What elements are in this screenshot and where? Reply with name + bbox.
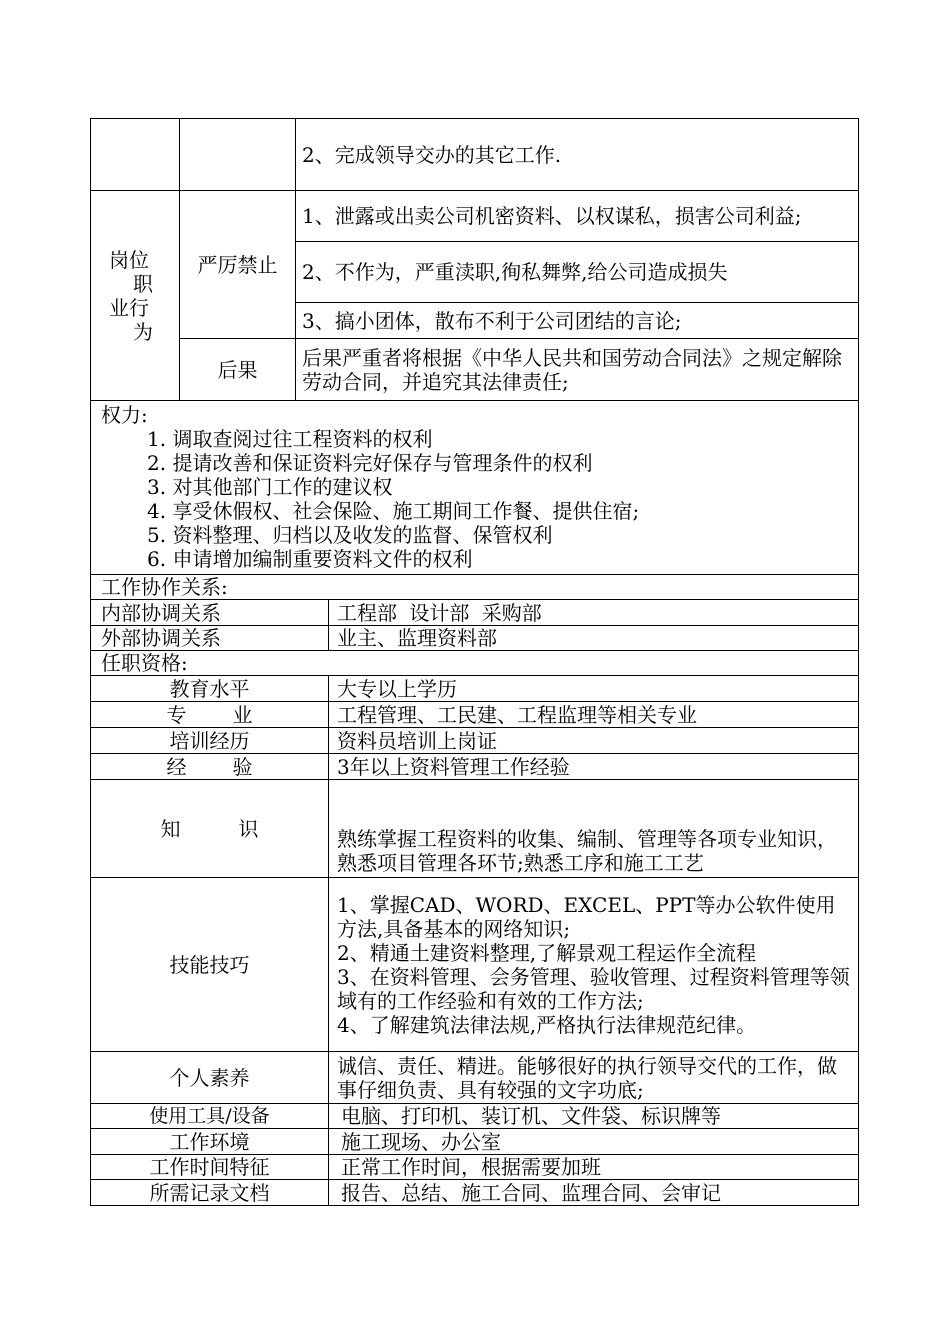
personal-quality-label: 个人素养 [91,1052,329,1104]
prohibited-item: 3、搞小团体，散布不利于公司团结的言论; [296,303,859,339]
table-row [91,600,859,626]
table-row [91,339,859,401]
job-behavior-table [90,118,859,401]
prohibited-item: 2、不作为，严重渎职,徇私舞弊,给公司造成损失 [296,242,859,303]
table-row [91,1052,859,1104]
external-coordination-label: 外部协调关系 [91,626,329,651]
training-value: 资料员培训上岗证 [329,728,859,754]
list-item: 1. 调取查阅过往工程资料的权利 [147,427,433,451]
job-behavior-group-label [91,191,180,401]
table-row [91,575,859,600]
records-label: 所需记录文档 [91,1180,329,1206]
table-row [91,878,859,1052]
list-item: 5. 资料整理、归档以及收发的监督、保管权利 [147,523,553,547]
knowledge-label-part: 知 [160,816,181,841]
personal-quality-value: 诚信、责任、精进。能够很好的执行领导交代的工作，做事仔细负责、具有较强的文字功底; [329,1052,859,1104]
list-item: 3. 对其他部门工作的建议权 [147,475,393,499]
authority-list [99,427,850,571]
list-item: 4. 享受休假权、社会保险、施工期间工作餐、提供住宿; [147,499,640,523]
table-row [91,1155,859,1180]
list-item: 6. 申请增加编制重要资料文件的权利 [147,547,473,571]
empty-cell [91,119,180,191]
major-label-part: 专 [166,702,187,727]
group-label-line: 为 [133,319,153,344]
qualification-heading: 任职资格: [91,651,859,676]
group-label-line: 岗位 [109,247,149,272]
group-label-line: 业行 [109,295,149,320]
education-value: 大专以上学历 [329,676,859,702]
knowledge-label [91,780,329,878]
job-description-document [90,118,858,1206]
skills-label: 技能技巧 [91,878,329,1052]
job-requirements-table [90,400,859,1206]
consequence-label: 后果 [180,339,296,401]
table-row [91,191,859,242]
knowledge-label-part: 识 [238,816,259,841]
records-value: 报告、总结、施工合同、监理合同、会审记 [329,1180,859,1206]
external-coordination-value: 业主、监理资料部 [329,626,859,651]
skills-line: 4、了解建筑法律法规,严格执行法律规范纪律。 [337,1012,757,1037]
major-label-part: 业 [232,702,253,727]
list-item: 2. 提请改善和保证资料完好保存与管理条件的权利 [147,451,593,475]
table-row [91,702,859,728]
table-row [91,1180,859,1206]
experience-label-part: 验 [232,754,253,779]
tools-value: 电脑、打印机、装订机、文件袋、标识牌等 [329,1104,859,1129]
prohibited-item: 1、泄露或出卖公司机密资料、以权谋私，损害公司利益; [296,191,859,242]
table-row [91,1129,859,1155]
table-row [91,119,859,191]
knowledge-value: 熟练掌握工程资料的收集、编制、管理等各项专业知识，熟悉项目管理各环节;熟悉工序和施工工艺 [329,780,859,878]
experience-label [91,754,329,780]
table-row [91,651,859,676]
skills-line: 3、在资料管理、会务管理、验收管理、过程资料管理等领域有的工作经验和有效的工作方法; [337,964,850,1013]
major-label [91,702,329,728]
table-row [91,780,859,878]
table-row [91,676,859,702]
skills-line: 2、精通土建资料整理,了解景观工程运作全流程 [337,940,757,965]
authority-heading: 权力: [101,403,148,427]
skills-line: 1、掌握CAD、WORD、EXCEL、PPT等办公软件使用方法,具备基本的网络知识; [337,892,836,941]
tools-label: 使用工具/设备 [91,1104,329,1129]
skills-value [329,878,859,1052]
work-time-value: 正常工作时间，根据需要加班 [329,1155,859,1180]
experience-label-part: 经 [166,754,187,779]
work-environment-label: 工作环境 [91,1129,329,1155]
internal-coordination-value: 工程部 设计部 采购部 [329,600,859,626]
leadership-task-text: 2、完成领导交办的其它工作. [296,119,859,191]
table-row [91,401,859,575]
training-label: 培训经历 [91,728,329,754]
internal-coordination-label: 内部协调关系 [91,600,329,626]
table-row [91,728,859,754]
cooperation-heading: 工作协作关系: [91,575,859,600]
work-environment-value: 施工现场、办公室 [329,1129,859,1155]
group-label-line: 职 [133,271,153,296]
authority-section [91,401,859,575]
consequence-text: 后果严重者将根据《中华人民共和国劳动合同法》之规定解除劳动合同，并追究其法律责任; [296,339,859,401]
experience-value: 3年以上资料管理工作经验 [329,754,859,780]
prohibited-label: 严厉禁止 [180,191,296,339]
table-row [91,754,859,780]
education-label: 教育水平 [91,676,329,702]
major-value: 工程管理、工民建、工程监理等相关专业 [329,702,859,728]
table-row [91,626,859,651]
empty-cell [180,119,296,191]
table-row [91,1104,859,1129]
work-time-label: 工作时间特征 [91,1155,329,1180]
